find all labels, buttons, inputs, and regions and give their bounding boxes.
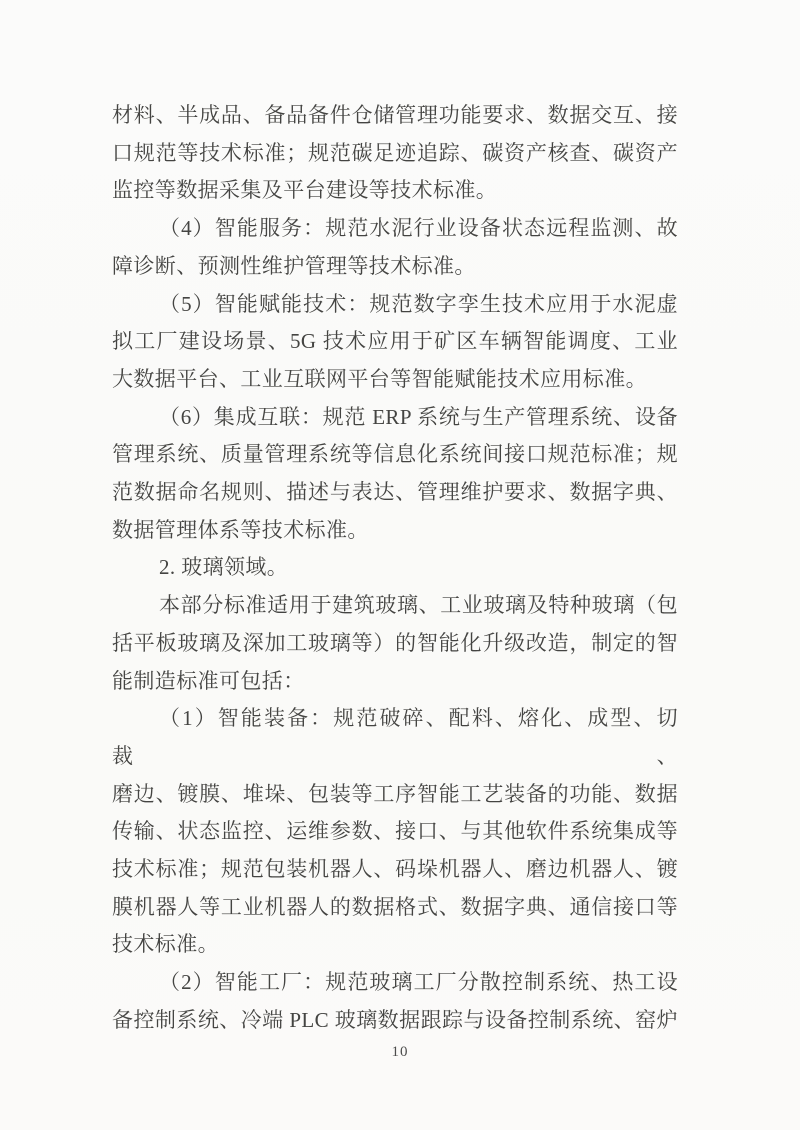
text-line: 拟工厂建设场景、5G 技术应用于矿区车辆智能调度、工业 (112, 329, 678, 354)
text-line: 括平板玻璃及深加工玻璃等）的智能化升级改造，制定的智 (112, 630, 678, 655)
text-line: （1）智能装备：规范破碎、配料、熔化、成型、切裁、 (112, 706, 678, 768)
text-line: 范数据命名规则、描述与表达、管理维护要求、数据字典、 (112, 480, 678, 505)
text-line: 本部分标准适用于建筑玻璃、工业玻璃及特种玻璃（包 (159, 593, 678, 618)
paragraph (112, 286, 678, 399)
paragraph (112, 964, 678, 1039)
text-line: 备控制系统、冷端 PLC 玻璃数据跟踪与设备控制系统、窑炉 (112, 1007, 678, 1032)
text-line: 传输、状态监控、运维参数、接口、与其他软件系统集成等 (112, 819, 678, 844)
page-number: 10 (391, 1044, 409, 1060)
paragraph (112, 399, 678, 550)
text-block (112, 97, 678, 1040)
text-line: 数据管理体系等技术标准。 (112, 517, 369, 542)
text-line: （6）集成互联：规范 ERP 系统与生产管理系统、设备 (159, 404, 678, 429)
text-line: （4）智能服务：规范水泥行业设备状态远程监测、故 (159, 216, 678, 241)
text-line: （5）智能赋能技术：规范数字孪生技术应用于水泥虚 (159, 291, 678, 316)
text-line: （2）智能工厂：规范玻璃工厂分散控制系统、热工设 (159, 970, 678, 995)
paragraph (112, 587, 678, 700)
paragraph (112, 210, 678, 285)
paragraph (112, 700, 678, 964)
text-line: 磨边、镀膜、堆垛、包装等工序智能工艺装备的功能、数据 (112, 781, 678, 806)
text-line: 监控等数据采集及平台建设等技术标准。 (112, 178, 498, 203)
text-line: 技术标准。 (112, 932, 219, 957)
paragraph (112, 97, 678, 210)
text-line: 能制造标准可包括： (112, 668, 305, 693)
text-line: 材料、半成品、备品备件仓储管理功能要求、数据交互、接 (112, 103, 678, 127)
text-line: 障诊断、预测性维护管理等技术标准。 (112, 253, 476, 278)
text-line: 技术标准；规范包装机器人、码垛机器人、磨边机器人、镀 (112, 857, 678, 882)
text-line: 大数据平台、工业互联网平台等智能赋能技术应用标准。 (112, 366, 647, 391)
text-line: 管理系统、质量管理系统等信息化系统间接口规范标准；规 (112, 442, 678, 467)
paragraph (112, 549, 678, 587)
text-line: 2. 玻璃领域。 (159, 555, 289, 580)
text-line: 口规范等技术标准；规范碳足迹追踪、碳资产核查、碳资产 (112, 140, 678, 165)
text-line: 膜机器人等工业机器人的数据格式、数据字典、通信接口等 (112, 894, 678, 919)
